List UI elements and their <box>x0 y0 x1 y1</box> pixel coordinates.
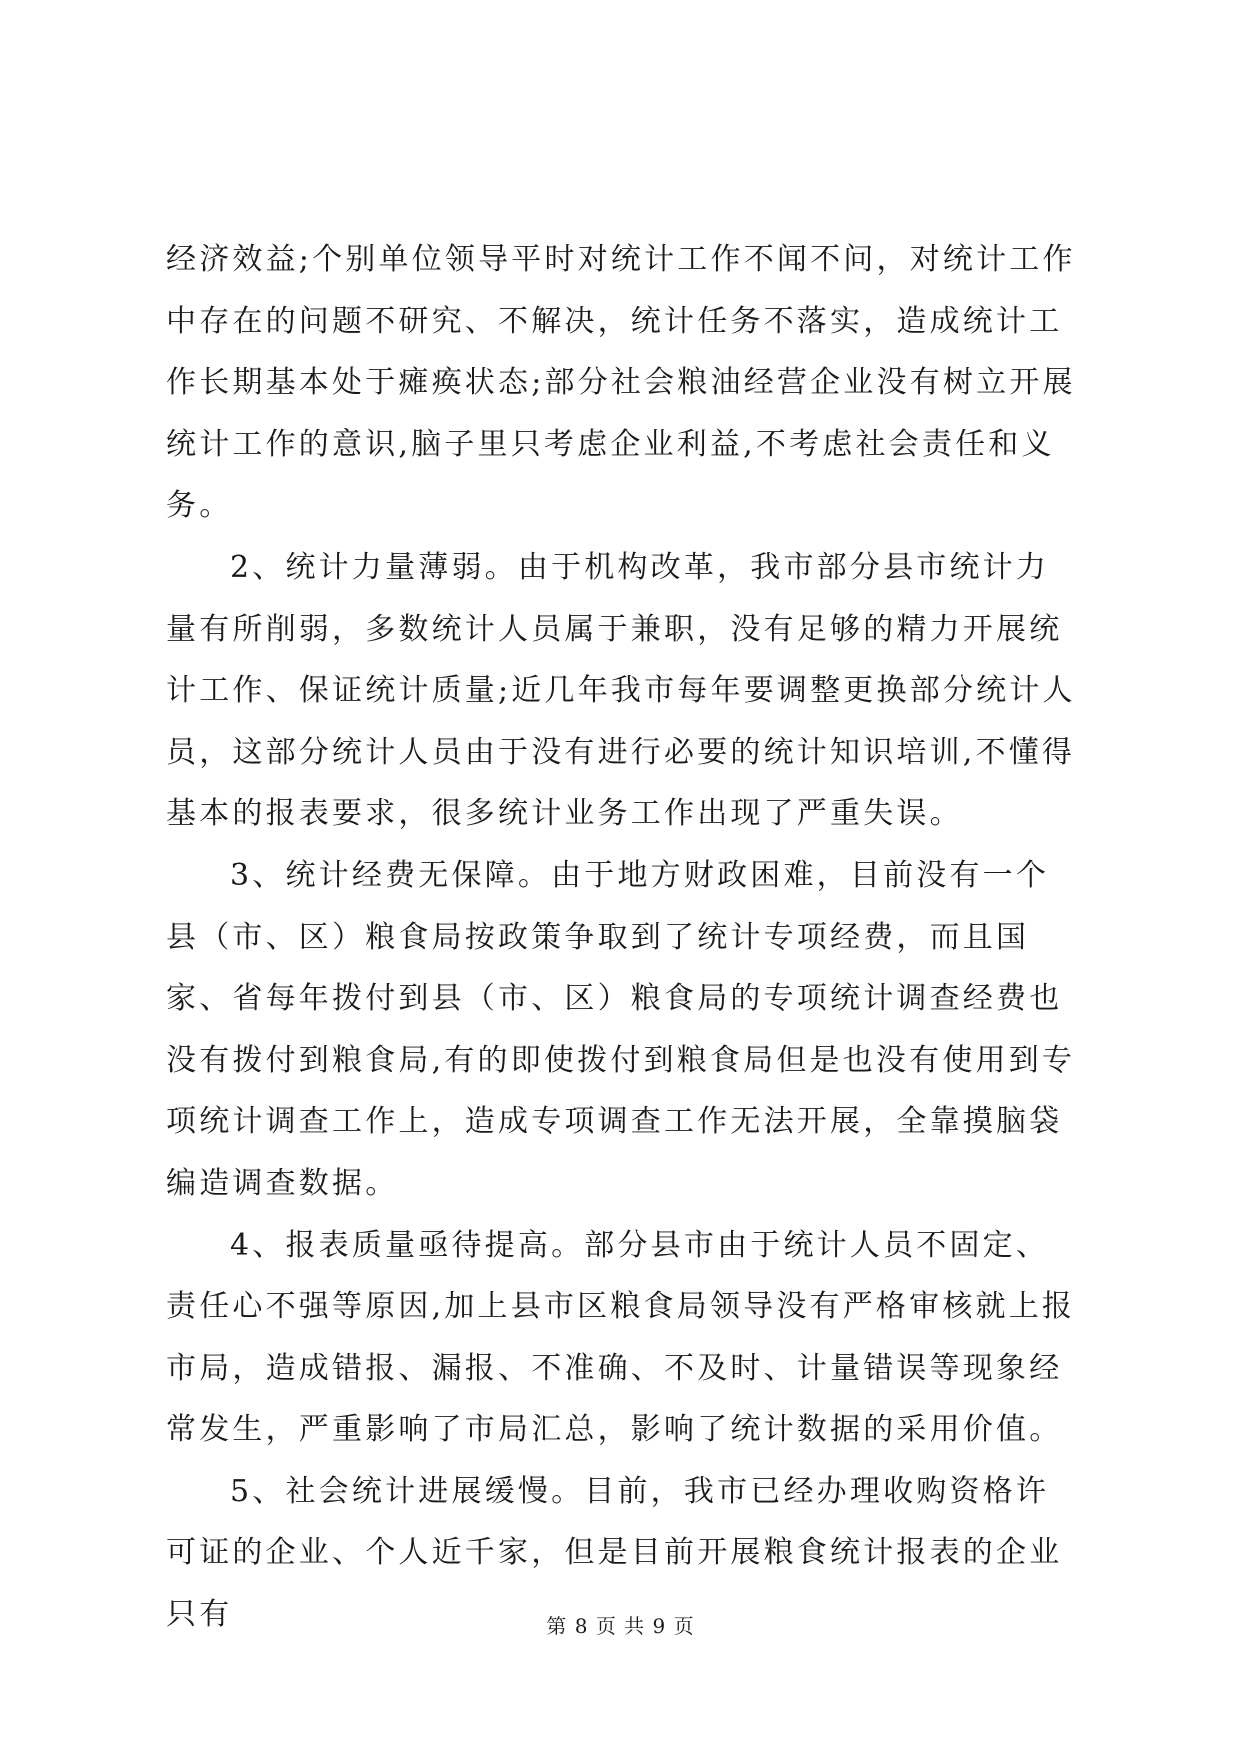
document-body <box>166 229 1076 1646</box>
paragraph-continuation: 经济效益;个别单位领导平时对统计工作不闻不问，对统计工作中存在的问题不研究、不解决，统计任务不落实，造成统计工作长期基本处于瘫痪状态;部分社会粮油经营企业没有树立开展统计工作的意识,脑子里只考虑企业利益,不考虑社会责任和义务。 <box>166 242 1076 524</box>
paragraph-item-2: 2、统计力量薄弱。由于机构改革，我市部分县市统计力量有所削弱，多数统计人员属于兼职，没有足够的精力开展统计工作、保证统计质量;近几年我市每年要调整更换部分统计人员，这部分统计人员由于没有进行必要的统计知识培训,不懂得基本的报表要求，很多统计业务工作出现了严重失误。 <box>166 549 1076 832</box>
page-number-footer: 第 8 页 共 9 页 <box>546 1614 695 1638</box>
paragraph-item-3: 3、统计经费无保障。由于地方财政困难，目前没有一个县（市、区）粮食局按政策争取到了统计专项经费，而且国家、省每年拨付到县（市、区）粮食局的专项统计调查经费也没有拨付到粮食局,有的即使拨付到粮食局但是也没有使用到专项统计调查工作上，造成专项调查工作无法开展，全靠摸脑袋编造调查数据。 <box>166 857 1076 1201</box>
paragraph-item-5: 5、社会统计进展缓慢。目前，我市已经办理收购资格许可证的企业、个人近千家，但是目前开展粮食统计报表的企业只有 <box>166 1473 1063 1633</box>
paragraph-item-4: 4、报表质量亟待提高。部分县市由于统计人员不固定、责任心不强等原因,加上县市区粮食局领导没有严格审核就上报市局，造成错报、漏报、不准确、不及时、计量错误等现象经常发生，严重影响了市局汇总，影响了统计数据的采用价值。 <box>166 1227 1076 1448</box>
